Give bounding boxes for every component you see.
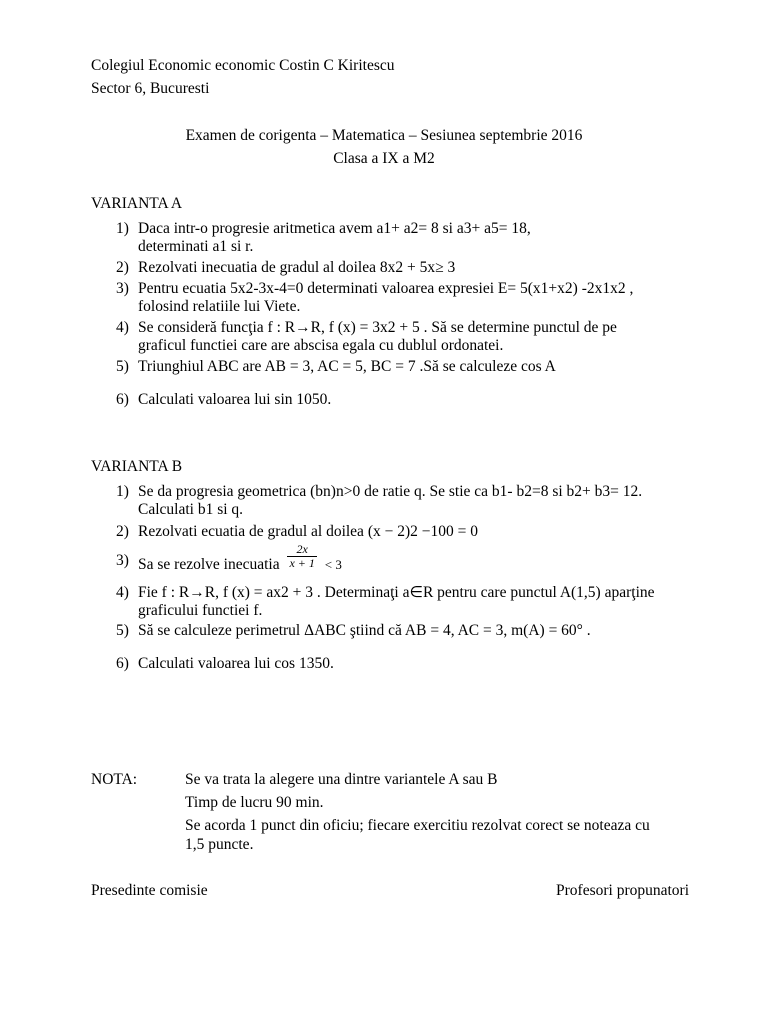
question-text: Pentru ecuatia 5x2-3x-4=0 determinati valoarea expresiei E= 5(x1+x2) -2x1x2 , <box>138 280 634 297</box>
nota-text: Se va trata la alegere una dintre variantele A sau B <box>185 771 498 788</box>
question-text: Calculati valoarea lui sin 1050. <box>138 391 332 408</box>
fraction <box>287 543 316 570</box>
fraction-denominator: x + 1 <box>289 556 315 570</box>
nota-label: NOTA: <box>91 771 138 788</box>
question-number: 3) <box>116 552 129 569</box>
nota-text: Timp de lucru 90 min. <box>185 794 324 811</box>
question-text: Calculati b1 si q. <box>138 501 244 518</box>
footer-president: Presedinte comisie <box>91 882 208 899</box>
nota-text: Se acorda 1 punct din oficiu; fiecare exercitiu rezolvat corect se noteaza cu <box>185 817 650 834</box>
question-text: Triunghiul ABC are AB = 3, AC = 5, BC = 7 .Să se calculeze cos A <box>138 358 556 375</box>
question-text: determinati a1 si r. <box>138 238 254 255</box>
question-text: Calculati valoarea lui cos 1350. <box>138 655 334 672</box>
footer-teachers: Profesori propunatori <box>556 882 690 899</box>
question-number: 2) <box>116 259 129 276</box>
variant-b-title: VARIANTA B <box>91 458 183 475</box>
question-text: Daca intr-o progresie aritmetica avem a1+ a2= 8 si a3+ a5= 18, <box>138 220 531 237</box>
question-text: Rezolvati ecuatia de gradul al doilea (x − 2)2 −100 = 0 <box>138 523 478 540</box>
question-text-intro: Sa se rezolve inecuatia <box>138 556 280 574</box>
question-number: 6) <box>116 655 129 672</box>
question-number: 4) <box>116 319 129 336</box>
question-number: 4) <box>116 584 129 601</box>
question-text <box>138 542 342 579</box>
question-number: 1) <box>116 483 129 500</box>
nota-text: 1,5 puncte. <box>185 836 254 853</box>
exam-title: Examen de corigenta – Matematica – Sesiunea septembrie 2016 <box>185 127 583 144</box>
variant-a-title: VARIANTA A <box>91 195 183 212</box>
question-text: Fie f : R→R, f (x) = ax2 + 3 . Determinaţi a∈R pentru care punctul A(1,5) aparţine <box>138 584 655 601</box>
class-name: Clasa a IX a M2 <box>333 150 435 167</box>
school-location: Sector 6, Bucuresti <box>91 80 210 97</box>
question-text: Rezolvati inecuatia de gradul al doilea 8x2 + 5x≥ 3 <box>138 259 456 276</box>
question-text: Se consideră funcţia f : R→R, f (x) = 3x2 + 5 . Să se determine punctul de pe <box>138 319 617 336</box>
question-number: 5) <box>116 358 129 375</box>
question-text: graficului functiei f. <box>138 602 263 619</box>
question-number: 1) <box>116 220 129 237</box>
question-text: folosind relatiile lui Viete. <box>138 298 301 315</box>
question-number: 3) <box>116 280 129 297</box>
question-text: Se da progresia geometrica (bn)n>0 de ratie q. Se stie ca b1- b2=8 si b2+ b3= 12. <box>138 483 643 500</box>
question-number: 5) <box>116 622 129 639</box>
question-number: 2) <box>116 523 129 540</box>
question-text: Să se calculeze perimetrul ΔABC ştiind că AB = 4, AC = 3, m(A) = 60° . <box>138 622 591 639</box>
question-text: graficul functiei care are abscisa egala cu dublul ordonatei. <box>138 337 504 354</box>
inequality-rhs: < 3 <box>324 557 342 573</box>
school-name: Colegiul Economic economic Costin C Kiritescu <box>91 57 395 74</box>
fraction-numerator: 2x <box>287 543 316 557</box>
question-number: 6) <box>116 391 129 408</box>
